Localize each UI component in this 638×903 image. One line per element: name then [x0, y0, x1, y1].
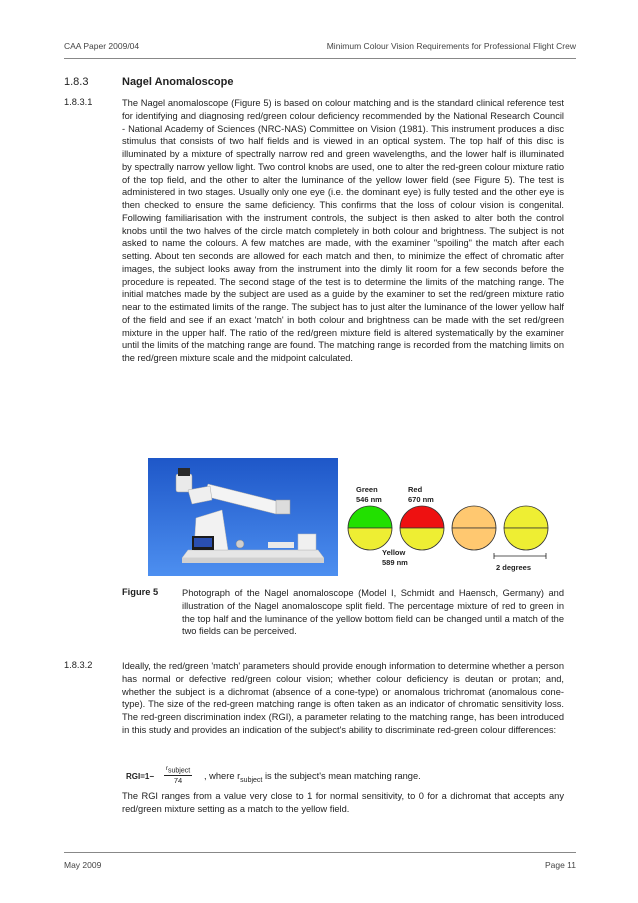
- label-degrees: 2 degrees: [496, 563, 532, 572]
- anomaloscope-photo-drawing: [148, 458, 338, 576]
- field-disc-red-yellow: [400, 506, 444, 550]
- footer-date: May 2009: [64, 860, 102, 870]
- label-yellow: Yellow: [382, 548, 406, 557]
- formula-lhs: RGI=1−: [126, 772, 155, 781]
- formula-fraction: [160, 765, 196, 785]
- paragraph-number-1: 1.8.3.1: [64, 97, 93, 107]
- disc-half-d3t: [452, 506, 496, 528]
- figure-caption: Photograph of the Nagel anomaloscope (Model I, Schmidt and Haensch, Germany) and illustration of the Nagel anomaloscope split field. The percentage mixture of red to green in the top half and the luminance of the yellow bottom field can be changed until a match of the two fields can be perceived.: [182, 588, 564, 637]
- header-rule: [64, 58, 576, 59]
- header-paper-id: CAA Paper 2009/04: [64, 41, 140, 51]
- label-yellow-nm: 589 nm: [382, 558, 408, 567]
- paragraph-3: The RGI ranges from a value very close to 1 for normal sensitivity, to 0 for a dichromat that accepts any red/green mixture setting as a match to the yellow field.: [122, 791, 564, 814]
- disc-half-d3b: [452, 528, 496, 550]
- label-red-nm: 670 nm: [408, 495, 434, 504]
- header-title: Minimum Colour Vision Requirements for Professional Flight Crew: [326, 41, 576, 51]
- paragraph-2: Ideally, the red/green 'match' parameters should provide enough information to determine whether a person has normal or defective red/green colour vision; whether colour deficiency is deutan or protan; and, whether the subject is a dichromat (absence of a cone-type) or anomalous trichromat (anomalous cone-type). The size of the red-green matching range is often taken as an indicator of chromatic sensitivity loss. The red-green discrimination index (RGI), a parameter relating to the matching range, has been introduced in this study and provides an indication of the subject's ability to discriminate red-green colour differences:: [122, 661, 564, 735]
- formula-explanation: , where $r_{subject}$ is the subject's mean matching range.: [204, 771, 421, 784]
- field-disc-yellow-yellow: [504, 506, 548, 550]
- anomaloscope-photo: [148, 458, 338, 576]
- section-title: Nagel Anomaloscope: [122, 76, 234, 88]
- paragraph-1: The Nagel anomaloscope (Figure 5) is based on colour matching and is the standard clinical reference test for identifying and diagnosing red/green colour deficiency recommended by the National Research Council - National Academy of Sciences (NRC-NAS) Committee on Vision (1981). This instrument produces a disc stimulus that consists of two half fields and is viewed in an optical system. The top half of this disc is illuminated by a mixture of spectrally narrow red and green wavelengths, and the lower half is illuminated by spectrally narrow yellow light. Two control knobs are used, one to alter the red-green colour mixture ratio of the top field, and the other to alter the luminance of the yellow lower field (see Figure 5). The test is administered in two stages. Usually only one eye (i.e. the dominant eye) is fully tested and the other eye is then checked to ensure the same deficiency. This confirms that the loss of colour vision is congenital. Following familiarisation with the instrument controls, the subject is then asked to alter both the control knobs until the two halves of the circle match completely in both colour and brightness. The subject is not asked to name the colours. A few matches are made, with the examiner "spoiling" the match after each setting. About ten seconds are allowed for each match and then, to minimize the effect of chromatic after images, the subject looks away from the instrument into the dimly lit room for a few seconds before the procedure is repeated. The second stage of the test is to determine the limits of the matching range. The initial matches made by the subject are used as a guide by the examiner to set the red/green mixture ratio near to the estimated limits of the range. The subject has to just alter the luminance of the lower yellow half of the field and see if an exact 'match' in both colour and brightness can be made with the set red/green mixture in the upper half. The ratio of the red/green mixture field is altered systematically by the examiner until the limits of the matching range are found. The matching range is recorded from the matching limits on the red/green mixture scale and the midpoint calculated.: [122, 98, 564, 363]
- figure-label: Figure 5: [122, 587, 159, 597]
- field-disc-orange-yellow: [452, 506, 496, 550]
- field-disc-green-yellow: [348, 506, 392, 550]
- page-number: Page 11: [544, 860, 576, 870]
- paragraph-number-2: 1.8.3.2: [64, 660, 93, 670]
- formula-denominator: 74: [173, 776, 183, 786]
- section-number: 1.8.3: [64, 76, 89, 88]
- disc-half-d2b: [400, 528, 444, 550]
- disc-half-d1t: [348, 506, 392, 528]
- scale-bar: [494, 553, 546, 559]
- split-field-diagram: [342, 484, 582, 579]
- label-red: Red: [408, 485, 423, 494]
- disc-half-d2t: [400, 506, 444, 528]
- disc-half-d4t: [504, 506, 548, 528]
- formula-numerator: $r_{subject}$: [165, 765, 191, 775]
- running-header: [64, 41, 576, 55]
- label-green: Green: [356, 485, 378, 494]
- disc-half-d1b: [348, 528, 392, 550]
- label-green-nm: 546 nm: [356, 495, 382, 504]
- disc-half-d4b: [504, 528, 548, 550]
- footer-rule: [64, 852, 576, 853]
- rgi-formula: [126, 765, 566, 791]
- split-field-svg: [342, 484, 582, 579]
